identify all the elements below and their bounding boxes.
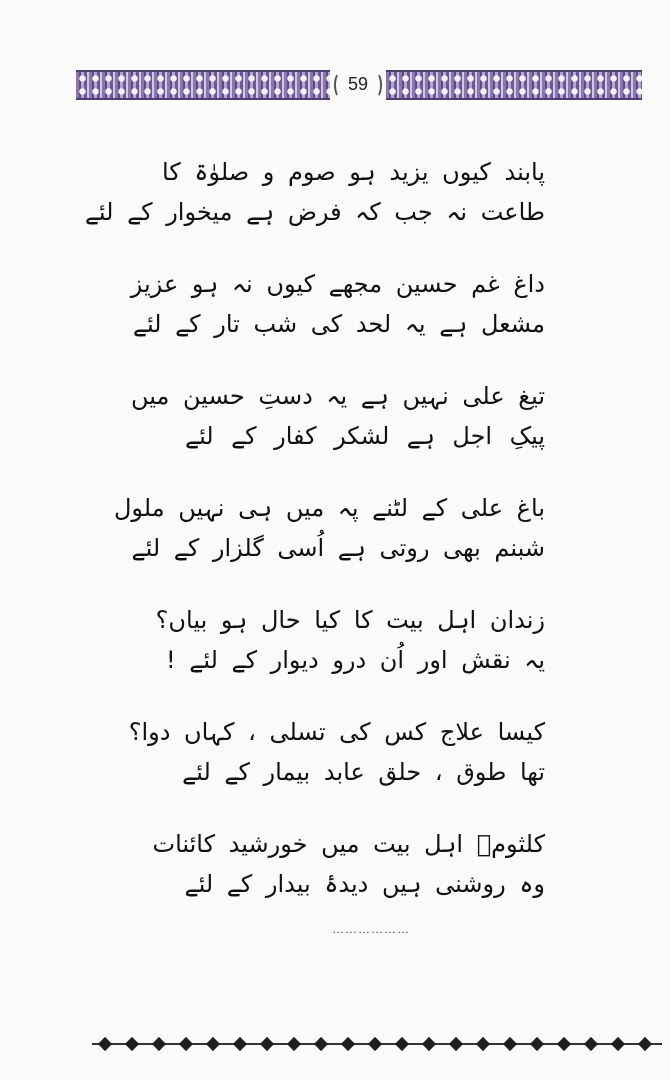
footer-diamond (233, 1037, 247, 1051)
verse-line: کلثومؑ اہل بیت میں خورشید کائنات (152, 830, 545, 858)
verse-line: داغ غم حسین مجھے کیوں نہ ہو عزیز (130, 270, 545, 298)
verse-line: باغ علی کے لٹنے پہ میں ہی نہیں ملول (113, 494, 545, 522)
verse-line: کیسا علاج کس کی تسلی ، کہاں دوا؟ (128, 718, 545, 746)
stanza (131, 376, 545, 488)
footer-diamond (557, 1037, 571, 1051)
verse-line: طاعت نہ جب کہ فرض ہے میخوار کے لئے (84, 198, 545, 226)
footer-diamond (395, 1037, 409, 1051)
footer-diamond (530, 1037, 544, 1051)
verse-line: زندان اہل بیت کا کیا حال ہو بیاں؟ (155, 606, 545, 634)
footer-diamond (584, 1037, 598, 1051)
stanza (84, 152, 545, 264)
page-header-ornament (76, 67, 642, 101)
verse-line: مشعل ہے یہ لحد کی شب تار کے لئے (132, 310, 545, 338)
verse-line: شبنم بھی روتی ہے اُسی گلزار کے لئے (131, 534, 545, 562)
verse-line: تھا طوق ، حلق عابد بیمار کے لئے (182, 758, 545, 786)
footer-diamond (287, 1037, 301, 1051)
header-ornament-right (386, 70, 642, 100)
poem-end-mark: ……………… (332, 922, 410, 936)
verse-line: پابند کیوں یزید ہو صوم و صلوٰۃ کا (161, 158, 545, 186)
footer-diamond (368, 1037, 382, 1051)
footer-ornament (92, 1036, 662, 1052)
footer-diamond (314, 1037, 328, 1051)
footer-diamond (179, 1037, 193, 1051)
footer-diamond (476, 1037, 490, 1051)
footer-diamond (152, 1037, 166, 1051)
verse-line: یہ نقش اور اُن درو دیوار کے لئے ! (166, 646, 545, 674)
footer-diamond (503, 1037, 517, 1051)
footer-diamond (98, 1037, 112, 1051)
footer-diamond (341, 1037, 355, 1051)
stanza (152, 824, 545, 936)
page-number: 59 (332, 67, 384, 101)
stanza (130, 264, 545, 376)
footer-diamond (125, 1037, 139, 1051)
poem-body (84, 152, 545, 936)
stanza (128, 712, 545, 824)
footer-diamond (611, 1037, 625, 1051)
footer-diamond (422, 1037, 436, 1051)
footer-diamond (449, 1037, 463, 1051)
header-ornament-left (76, 70, 330, 100)
verse-line: وہ روشنی ہیں دیدۂ بیدار کے لئے (184, 870, 545, 898)
stanza (155, 600, 545, 712)
stanza (113, 488, 545, 600)
verse-line: تیغ علی نہیں ہے یہ دستِ حسین میں (131, 382, 545, 410)
verse-line: پیکِ اجل ہے لشکر کفار کے لئے (185, 422, 545, 450)
footer-diamond (638, 1037, 652, 1051)
footer-diamond (260, 1037, 274, 1051)
footer-diamond (206, 1037, 220, 1051)
